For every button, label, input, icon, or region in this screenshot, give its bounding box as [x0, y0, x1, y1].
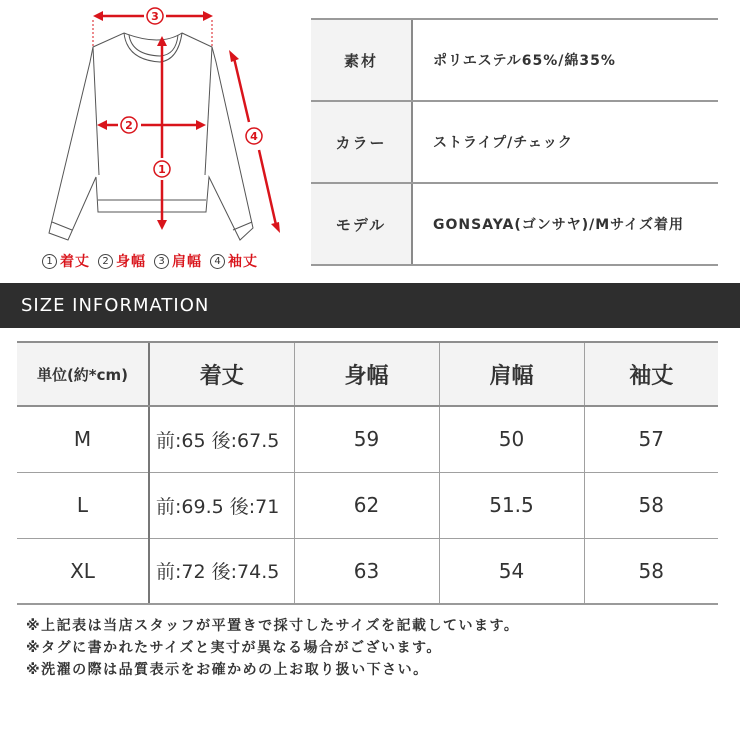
- legend-item-body-width: 2 身幅: [98, 251, 146, 271]
- cell-shoulder-width: 50: [439, 406, 584, 472]
- svg-text:4: 4: [250, 130, 258, 143]
- spec-label: 素材: [311, 20, 413, 100]
- product-spec-table: [311, 18, 718, 266]
- cell-sleeve-length: 58: [584, 472, 718, 538]
- size-label: XL: [17, 538, 149, 604]
- spec-label: カラー: [311, 102, 413, 182]
- measurement-legend: [42, 251, 258, 271]
- circled-number-icon: 2: [98, 254, 113, 269]
- spec-value: ストライプ/チェック: [433, 135, 573, 151]
- size-table: [17, 341, 718, 605]
- cell-sleeve-length: 58: [584, 538, 718, 604]
- svg-text:2: 2: [125, 119, 133, 132]
- header-unit: 単位(約*cm): [17, 342, 149, 406]
- cell-shoulder-width: 54: [439, 538, 584, 604]
- spec-row-model: [311, 182, 718, 266]
- legend-item-shoulder-width: 3 肩幅: [154, 251, 202, 271]
- section-title: SIZE INFORMATION: [21, 295, 210, 316]
- circled-number-icon: 1: [42, 254, 57, 269]
- header-shoulder-width: 肩幅: [439, 342, 584, 406]
- legend-item-length: 1 着丈: [42, 251, 90, 271]
- circled-number-icon: 4: [210, 254, 225, 269]
- cell-length: 前:69.5 後:71: [149, 472, 294, 538]
- header-length: 着丈: [149, 342, 294, 406]
- spec-row-color: [311, 100, 718, 182]
- garment-measurement-diagram: [0, 0, 300, 280]
- spec-value: GONSAYA(ゴンサヤ)/Mサイズ着用: [433, 217, 685, 233]
- cell-body-width: 63: [294, 538, 439, 604]
- cell-sleeve-length: 57: [584, 406, 718, 472]
- table-row: [17, 472, 718, 538]
- spec-row-material: [311, 18, 718, 100]
- size-table-header-row: [17, 342, 718, 406]
- cell-length: 前:65 後:67.5: [149, 406, 294, 472]
- table-row: [17, 538, 718, 604]
- note-line: ※タグに書かれたサイズと実寸が異なる場合がございます。: [26, 640, 442, 656]
- note-line: ※上記表は当店スタッフが平置きで採寸したサイズを記載しています。: [26, 618, 520, 634]
- spec-value: ポリエステル65%/綿35%: [433, 53, 616, 69]
- note-line: ※洗濯の際は品質表示をお確かめの上お取り扱い下さい。: [26, 662, 429, 678]
- cell-length: 前:72 後:74.5: [149, 538, 294, 604]
- size-label: M: [17, 406, 149, 472]
- circled-number-icon: 3: [154, 254, 169, 269]
- spec-label: モデル: [311, 184, 413, 264]
- svg-text:1: 1: [158, 163, 166, 176]
- size-notes: [26, 615, 519, 681]
- cell-shoulder-width: 51.5: [439, 472, 584, 538]
- legend-item-sleeve-length: 4 袖丈: [210, 251, 258, 271]
- header-sleeve-length: 袖丈: [584, 342, 718, 406]
- section-header-band: [0, 283, 740, 328]
- cell-body-width: 62: [294, 472, 439, 538]
- cell-body-width: 59: [294, 406, 439, 472]
- size-label: L: [17, 472, 149, 538]
- sweater-outline-icon: [0, 0, 300, 250]
- svg-text:3: 3: [151, 10, 159, 23]
- table-row: [17, 406, 718, 472]
- header-body-width: 身幅: [294, 342, 439, 406]
